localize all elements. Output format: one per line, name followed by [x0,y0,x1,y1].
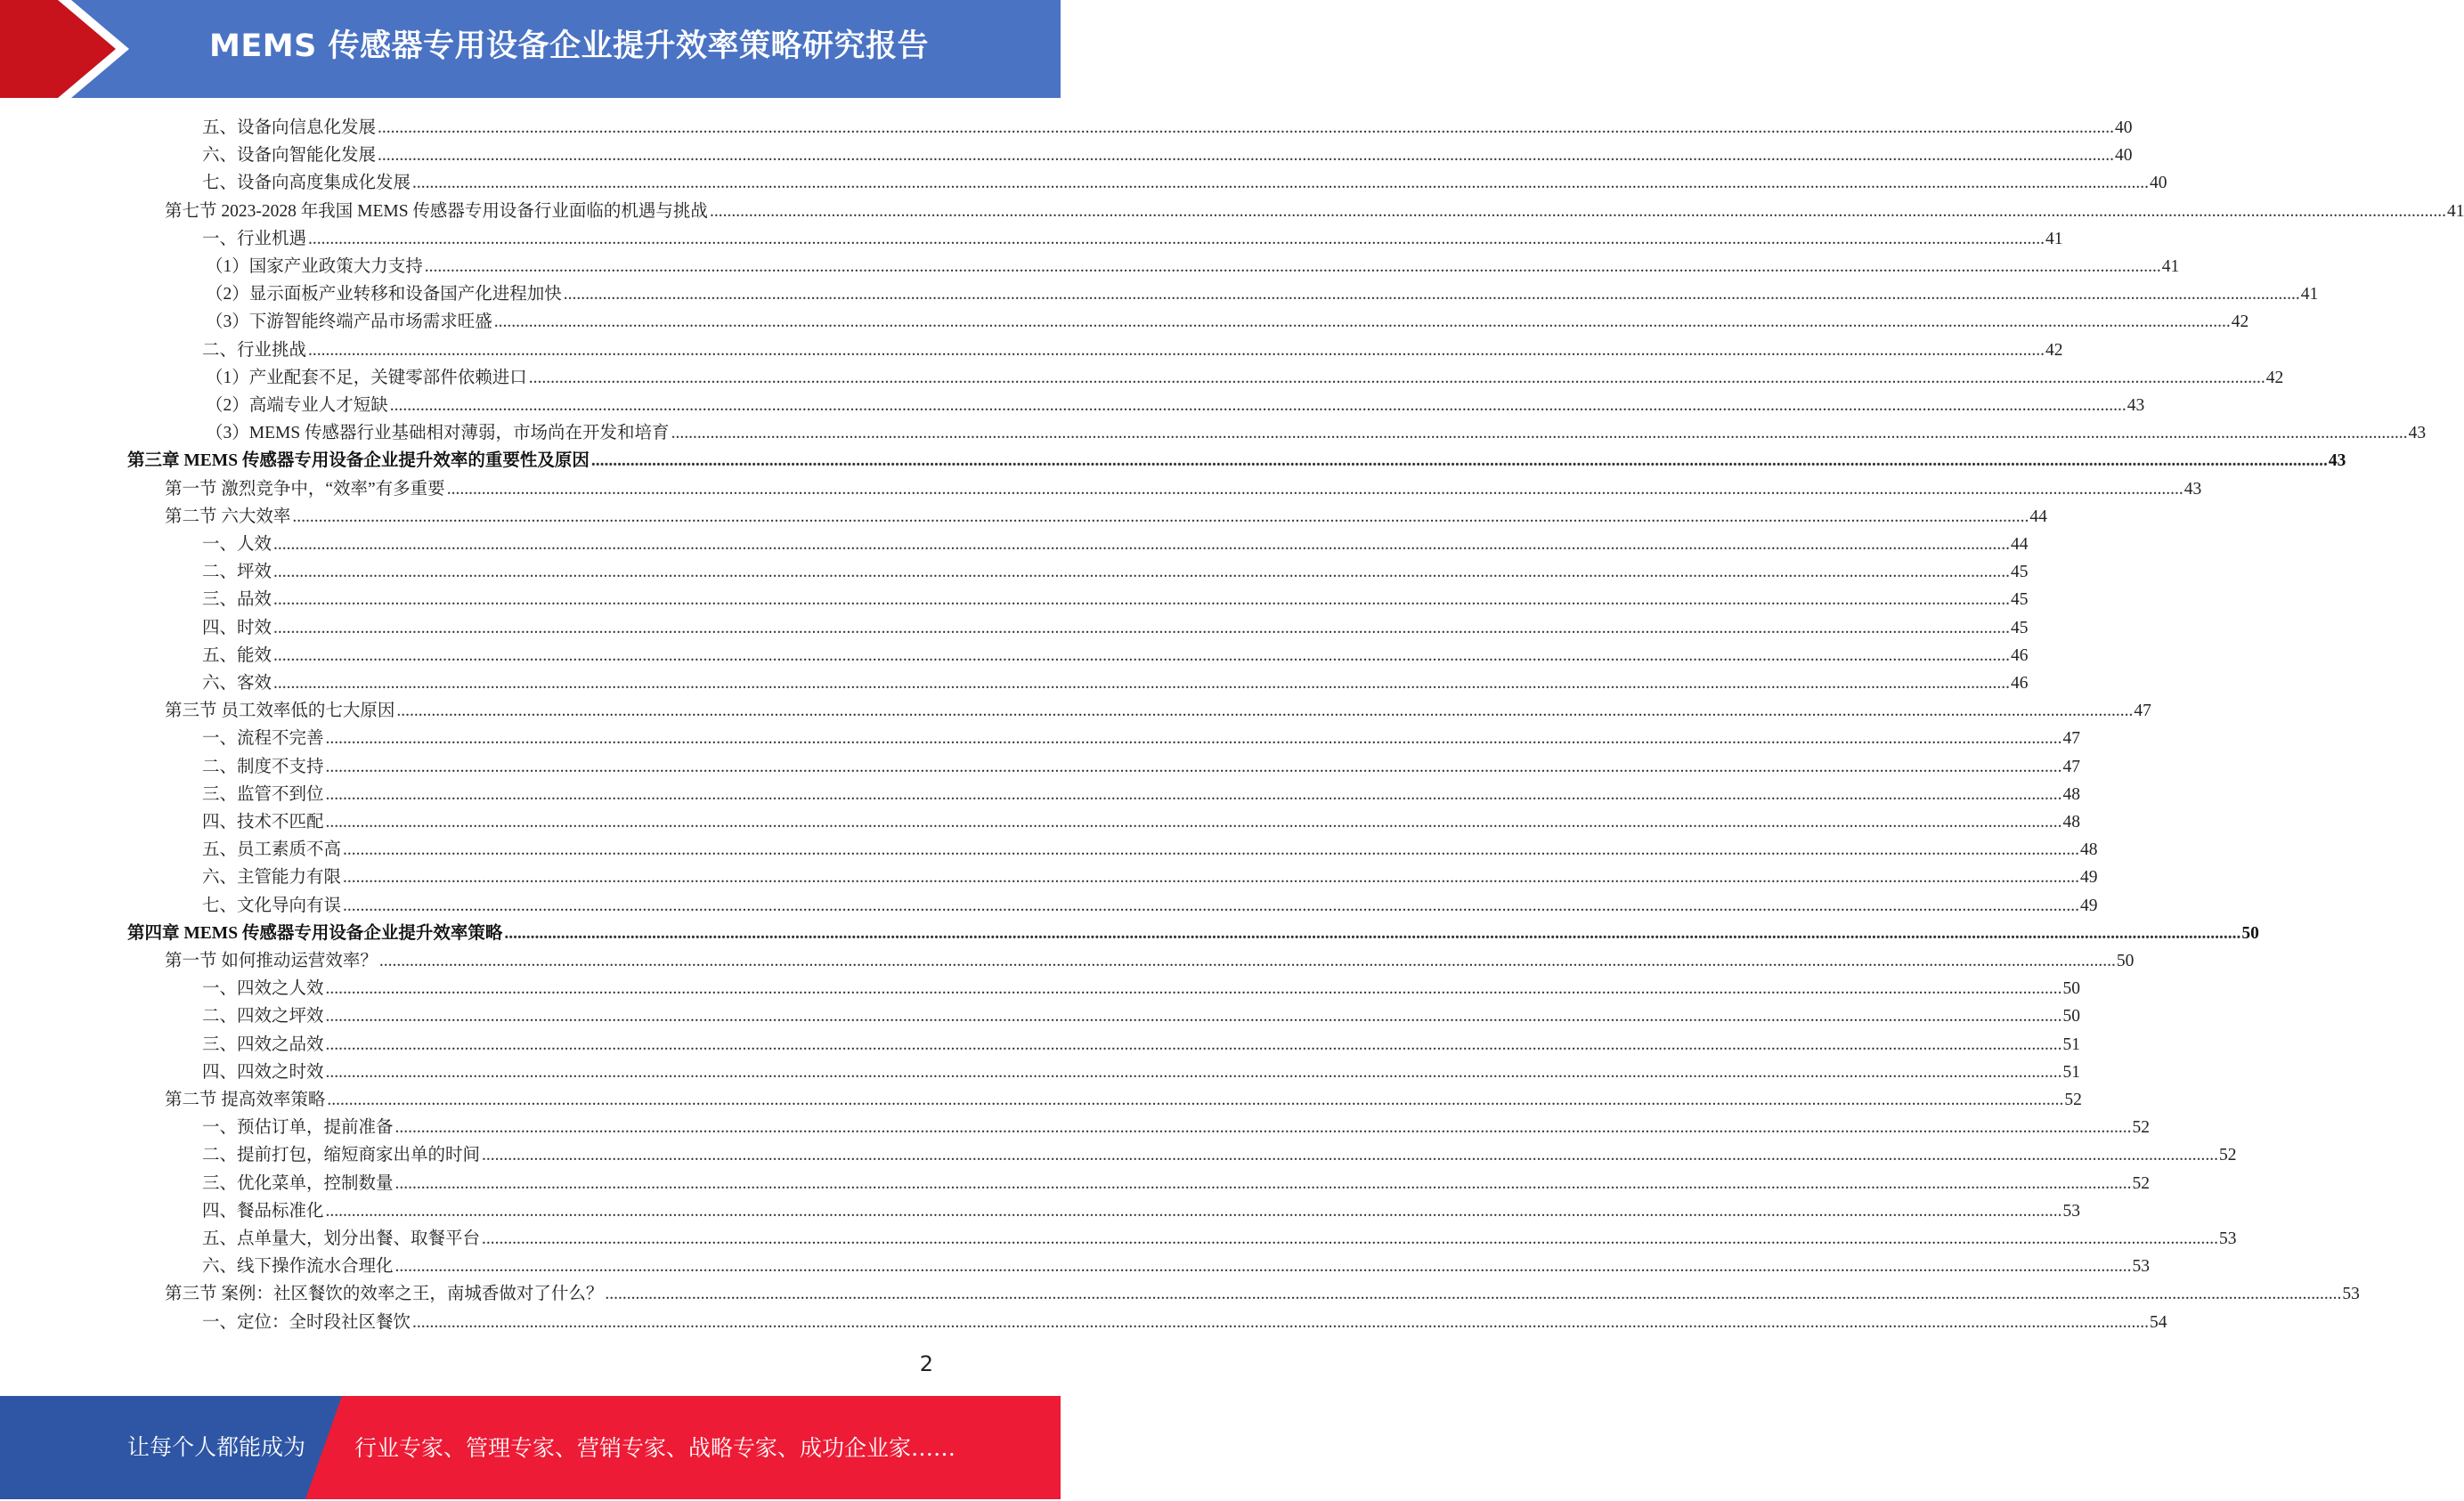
toc-entry-page: 49 [2080,896,2098,915]
toc-entry-page: 53 [2132,1257,2151,1277]
toc-entry-page: 40 [2150,174,2167,193]
toc-entry-page: 44 [2029,507,2047,526]
toc-entry-title: 二、四效之坪效 [202,1007,324,1026]
toc-entry[interactable] [165,697,2151,725]
toc-entry[interactable] [202,169,2167,197]
toc-entry-title: 一、流程不完善 [202,729,324,749]
toc-entry[interactable] [206,280,2319,308]
toc-entry[interactable] [202,1031,2081,1059]
toc-dot-leader: ................................................................................................................................................................................................................................................................................................................................................................................................................ [412,174,2150,193]
toc-entry-title: 四、技术不匹配 [202,813,324,832]
toc-entry[interactable] [202,558,2029,586]
toc-entry-page: 52 [2064,1091,2082,1109]
toc-entry-page: 51 [2062,1034,2081,1054]
toc-entry[interactable] [202,1197,2081,1225]
toc-entry[interactable] [202,753,2081,781]
toc-dot-leader: ................................................................................................................................................................................................................................................................................................................................................................................................................ [493,312,2231,332]
toc-entry-title: 第一节 激烈竞争中，“效率”有多重要 [165,479,445,499]
toc-dot-leader: ................................................................................................................................................................................................................................................................................................................................................................................................................ [325,813,2062,832]
toc-entry-page: 42 [2231,312,2249,332]
toc-entry-title: 二、行业挑战 [202,340,307,360]
toc-dot-leader: ................................................................................................................................................................................................................................................................................................................................................................................................................ [325,784,2062,804]
toc-entry-title: （2）高端专业人才短缺 [206,396,388,415]
toc-entry-page: 42 [2045,340,2063,360]
toc-dot-leader: ................................................................................................................................................................................................................................................................................................................................................................................................................ [563,285,2300,304]
toc-entry-title: 三、四效之品效 [202,1034,324,1054]
toc-entry-title: 一、行业机遇 [202,229,307,248]
toc-entry-title: 二、制度不支持 [202,757,324,776]
toc-entry[interactable] [202,614,2029,642]
toc-entry-page: 41 [2045,229,2063,248]
toc-entry[interactable] [206,308,2249,336]
toc-entry-title: 一、预估订单，提前准备 [202,1118,394,1138]
toc-entry[interactable] [202,1309,2167,1336]
toc-dot-leader: ................................................................................................................................................................................................................................................................................................................................................................................................................ [482,1229,2219,1248]
toc-entry[interactable] [202,725,2081,752]
toc-dot-leader: ................................................................................................................................................................................................................................................................................................................................................................................................................ [394,1173,2132,1193]
toc-entry-page: 49 [2080,868,2098,888]
toc-dot-leader: ................................................................................................................................................................................................................................................................................................................................................................................................................ [325,1062,2062,1082]
toc-dot-leader: ................................................................................................................................................................................................................................................................................................................................................................................................................ [394,1118,2132,1138]
footer-slogan-left: 让每个人都能成为 [127,1434,306,1460]
toc-entry-title: 第三节 案例：社区餐饮的效率之王，南城香做对了什么？ [165,1285,604,1304]
toc-entry-page: 52 [2132,1118,2151,1138]
toc-entry[interactable] [165,198,2464,225]
toc-entry-title: 第四章 MEMS 传感器专用设备企业提升效率策略 [127,923,503,943]
toc-entry-page: 48 [2062,813,2081,832]
toc-entry[interactable] [202,114,2133,142]
toc-dot-leader: ................................................................................................................................................................................................................................................................................................................................................................................................................ [605,1285,2342,1304]
toc-dot-leader: ................................................................................................................................................................................................................................................................................................................................................................................................................ [378,146,2115,166]
toc-entry[interactable] [165,475,2202,503]
toc-dot-leader: ................................................................................................................................................................................................................................................................................................................................................................................................................ [327,1091,2064,1109]
toc-dot-leader: ................................................................................................................................................................................................................................................................................................................................................................................................................ [412,1312,2150,1332]
toc-dot-leader: ................................................................................................................................................................................................................................................................................................................................................................................................................ [389,396,2127,415]
toc-dot-leader: ................................................................................................................................................................................................................................................................................................................................................................................................................ [273,590,2011,610]
toc-entry-title: 四、四效之时效 [202,1062,324,1082]
toc-dot-leader: ................................................................................................................................................................................................................................................................................................................................................................................................................ [325,729,2062,749]
toc-dot-leader: ................................................................................................................................................................................................................................................................................................................................................................................................................ [325,1007,2062,1026]
header-title: MEMS 传感器专用设备企业提升效率策略研究报告 [209,28,929,64]
toc-entry-title: 六、客效 [202,674,272,693]
toc-dot-leader: ................................................................................................................................................................................................................................................................................................................................................................................................................ [446,479,2183,499]
toc-entry[interactable] [206,419,2427,447]
toc-dot-leader: ................................................................................................................................................................................................................................................................................................................................................................................................................ [325,1201,2062,1221]
toc-entry[interactable] [206,253,2180,280]
toc-entry[interactable] [202,864,2098,891]
toc-entry[interactable] [202,669,2029,697]
toc-dot-leader: ................................................................................................................................................................................................................................................................................................................................................................................................................ [343,896,2080,915]
toc-entry-page: 44 [2011,535,2029,554]
toc-entry-page: 50 [2116,952,2135,970]
toc-entry[interactable] [165,1086,2082,1114]
toc-entry-page: 47 [2062,729,2081,749]
toc-entry[interactable] [202,531,2029,558]
toc-entry[interactable] [206,364,2284,392]
toc-dot-leader: ................................................................................................................................................................................................................................................................................................................................................................................................................ [528,368,2265,387]
toc-entry-title: 第三章 MEMS 传感器专用设备企业提升效率的重要性及原因 [127,451,590,471]
toc-entry-page: 53 [2062,1201,2081,1221]
toc-entry-page: 52 [2132,1173,2151,1193]
toc-entry-title: 一、四效之人效 [202,979,324,999]
toc-entry-title: 一、人效 [202,535,272,554]
toc-entry-page: 40 [2115,118,2133,137]
toc-entry-page: 42 [2265,368,2284,387]
toc-entry-title: 七、设备向高度集成化发展 [202,174,411,193]
toc-entry-page: 54 [2150,1312,2167,1332]
toc-entry-title: 五、员工素质不高 [202,840,342,860]
toc-entry-title: 五、能效 [202,645,272,665]
toc-entry-title: 三、监管不到位 [202,784,324,804]
toc-dot-leader: ................................................................................................................................................................................................................................................................................................................................................................................................................ [343,840,2080,860]
toc-dot-leader: ................................................................................................................................................................................................................................................................................................................................................................................................................ [671,424,2408,443]
toc-dot-leader: ................................................................................................................................................................................................................................................................................................................................................................................................................ [482,1146,2219,1165]
toc-entry-page: 41 [2300,285,2319,304]
toc-entry-title: 五、设备向信息化发展 [202,118,377,137]
toc-entry-title: 六、设备向智能化发展 [202,146,377,166]
page-footer [0,1396,1061,1499]
toc-entry-title: （3）下游智能终端产品市场需求旺盛 [206,312,492,332]
toc-entry[interactable] [202,836,2098,864]
toc-entry-title: 二、提前打包，缩短商家出单的时间 [202,1146,481,1165]
toc-entry-page: 53 [2342,1285,2360,1304]
toc-dot-leader: ................................................................................................................................................................................................................................................................................................................................................................................................................ [590,451,2328,471]
toc-dot-leader: ................................................................................................................................................................................................................................................................................................................................................................................................................ [308,340,2045,360]
toc-entry[interactable] [202,1225,2237,1253]
toc-entry-page: 43 [2408,424,2427,443]
toc-entry[interactable] [202,1253,2151,1280]
toc-entry-title: 三、优化菜单，控制数量 [202,1173,394,1193]
toc-entry-title: 六、主管能力有限 [202,868,342,888]
toc-entry-page: 53 [2219,1229,2237,1248]
toc-entry-page: 48 [2062,784,2081,804]
toc-entry-title: （3）MEMS 传感器行业基础相对薄弱，市场尚在开发和培育 [206,424,670,443]
toc-entry-title: 第二节 六大效率 [165,507,291,526]
toc-entry-page: 50 [2062,1007,2081,1026]
toc-entry[interactable] [165,947,2135,975]
toc-entry[interactable] [202,142,2133,169]
toc-entry-title: 七、文化导向有误 [202,896,342,915]
toc-entry[interactable] [202,1141,2237,1169]
toc-entry[interactable] [165,503,2047,531]
toc-entry-page: 50 [2062,979,2081,999]
toc-entry[interactable] [202,975,2081,1002]
toc-entry-page: 45 [2011,590,2029,610]
toc-entry[interactable] [206,392,2145,419]
toc-entry-page: 43 [2183,479,2202,499]
toc-entry[interactable] [202,586,2029,613]
toc-entry-page: 45 [2011,618,2029,637]
toc-dot-leader: ................................................................................................................................................................................................................................................................................................................................................................................................................ [273,618,2011,637]
toc-dot-leader: ................................................................................................................................................................................................................................................................................................................................................................................................................ [325,1034,2062,1054]
toc-entry-page: 41 [2446,201,2464,221]
toc-entry-page: 51 [2062,1062,2081,1082]
toc-entry-page: 46 [2011,645,2029,665]
footer-slogan-right: 行业专家、管理专家、营销专家、战略专家、成功企业家…… [354,1435,956,1461]
toc-dot-leader: ................................................................................................................................................................................................................................................................................................................................................................................................................ [709,201,2446,221]
toc-entry[interactable] [202,808,2081,836]
toc-entry-title: 六、线下操作流水合理化 [202,1257,394,1277]
toc-entry-page: 48 [2080,840,2098,860]
toc-entry-page: 47 [2134,702,2151,721]
toc-entry-title: 三、品效 [202,590,272,610]
toc-dot-leader: ................................................................................................................................................................................................................................................................................................................................................................................................................ [394,1257,2132,1277]
toc-entry-page: 41 [2161,257,2180,276]
toc-chapter-entry[interactable] [127,920,2259,947]
toc-entry-page: 43 [2127,396,2145,415]
toc-dot-leader: ................................................................................................................................................................................................................................................................................................................................................................................................................ [292,507,2029,526]
page-header [0,0,1061,98]
toc-dot-leader: ................................................................................................................................................................................................................................................................................................................................................................................................................ [504,923,2241,943]
toc-dot-leader: ................................................................................................................................................................................................................................................................................................................................................................................................................ [396,702,2134,721]
toc-entry-title: 一、定位：全时段社区餐饮 [202,1312,411,1332]
toc-entry-title: 四、时效 [202,618,272,637]
toc-entry[interactable] [165,1280,2360,1308]
toc-dot-leader: ................................................................................................................................................................................................................................................................................................................................................................................................................ [273,674,2011,693]
toc-dot-leader: ................................................................................................................................................................................................................................................................................................................................................................................................................ [378,952,2116,970]
toc-entry[interactable] [202,1114,2151,1141]
toc-dot-leader: ................................................................................................................................................................................................................................................................................................................................................................................................................ [308,229,2045,248]
toc-entry[interactable] [202,1170,2151,1197]
toc-entry[interactable] [202,225,2063,253]
toc-entry-title: 第一节 如何推动运营效率？ [165,952,378,970]
toc-dot-leader: ................................................................................................................................................................................................................................................................................................................................................................................................................ [343,868,2080,888]
toc-entry-page: 52 [2219,1146,2237,1165]
toc-entry-page: 40 [2115,146,2133,166]
toc-entry-page: 43 [2328,451,2346,471]
toc-entry-title: （1）产业配套不足，关键零部件依赖进口 [206,368,527,387]
toc-entry[interactable] [202,1002,2081,1030]
toc-dot-leader: ................................................................................................................................................................................................................................................................................................................................................................................................................ [325,757,2062,776]
toc-dot-leader: ................................................................................................................................................................................................................................................................................................................................................................................................................ [325,979,2062,999]
toc-entry-page: 45 [2011,563,2029,582]
toc-dot-leader: ................................................................................................................................................................................................................................................................................................................................................................................................................ [424,257,2161,276]
toc-entry[interactable] [202,892,2098,920]
toc-entry[interactable] [202,642,2029,669]
toc-entry-title: 第三节 员工效率低的七大原因 [165,702,395,721]
toc-entry-title: 第二节 提高效率策略 [165,1091,326,1109]
toc-entry-page: 47 [2062,757,2081,776]
toc-entry-page: 50 [2241,923,2259,943]
toc-entry-title: 二、坪效 [202,563,272,582]
toc-entry[interactable] [202,337,2063,364]
toc-entry-page: 46 [2011,674,2029,693]
page-number: 2 [919,1351,933,1376]
toc-entry-title: 四、餐品标准化 [202,1201,324,1221]
toc-entry-title: 第七节 2023-2028 年我国 MEMS 传感器专用设备行业面临的机遇与挑战 [165,201,708,221]
toc-entry[interactable] [202,1059,2081,1086]
toc-dot-leader: ................................................................................................................................................................................................................................................................................................................................................................................................................ [273,563,2011,582]
toc-entry[interactable] [202,781,2081,808]
toc-entry-title: 五、点单量大，划分出餐、取餐平台 [202,1229,481,1248]
toc-dot-leader: ................................................................................................................................................................................................................................................................................................................................................................................................................ [273,535,2011,554]
toc-dot-leader: ................................................................................................................................................................................................................................................................................................................................................................................................................ [273,645,2011,665]
toc-chapter-entry[interactable] [127,447,2346,475]
toc-dot-leader: ................................................................................................................................................................................................................................................................................................................................................................................................................ [378,118,2115,137]
toc-entry-title: （2）显示面板产业转移和设备国产化进程加快 [206,285,562,304]
toc-entry-title: （1）国家产业政策大力支持 [206,257,423,276]
